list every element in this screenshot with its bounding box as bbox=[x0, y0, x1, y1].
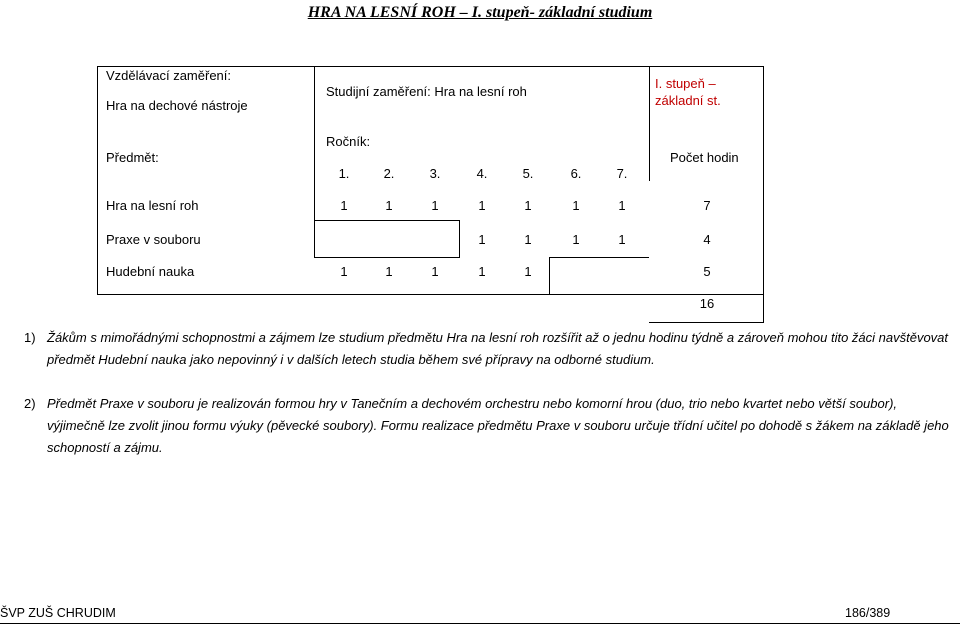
row-total: 4 bbox=[703, 232, 711, 247]
row-value: 1 bbox=[431, 198, 439, 213]
note-number: 2) bbox=[24, 396, 36, 411]
note-text: Předmět Praxe v souboru je realizován formou hry v Tanečním a dechovém orchestru nebo komorní hrou (duo, trio nebo kvartet nebo větší soubor), výjimečně lze zvolit jinou formu výuky (pěvecké soubory). Formu realizace předmětu Praxe v souboru určuje třídní učitel po dohodě s žákem na základě jeho schopností a zájmu. bbox=[47, 396, 949, 455]
pocet-hodin-label: Počet hodin bbox=[670, 150, 739, 165]
row-value: 1 bbox=[524, 198, 532, 213]
row-value: 1 bbox=[431, 264, 439, 279]
note-2 bbox=[24, 393, 949, 459]
row-total: 5 bbox=[703, 264, 711, 279]
row-value: 1 bbox=[478, 264, 486, 279]
row-value: 1 bbox=[340, 264, 348, 279]
stupen-line1: I. stupeň – bbox=[655, 76, 716, 91]
rocnik-label: Ročník: bbox=[326, 134, 371, 149]
row-value: 1 bbox=[618, 198, 626, 213]
vzdelavaci-label: Vzdělávací zaměření: bbox=[106, 68, 232, 83]
row-value: 1 bbox=[340, 198, 348, 213]
row-value: 1 bbox=[478, 232, 486, 247]
row-value: 1 bbox=[524, 264, 532, 279]
grand-total: 16 bbox=[699, 296, 715, 311]
row-total: 7 bbox=[703, 198, 711, 213]
note-text: Žákům s mimořádnými schopnostmi a zájmem lze studium předmětu Hra na lesní roh rozšířit až o jednu hodinu týdně a zároveň mohou tito žáci navštěvovat předmět Hudební nauka jako nepovinný i v dalších letech studia během své přípravy na odborné studium. bbox=[47, 330, 949, 367]
footer-rule bbox=[0, 623, 960, 624]
row-value: 1 bbox=[572, 232, 580, 247]
footer-left: ŠVP ZUŠ CHRUDIM bbox=[0, 606, 116, 620]
row-value: 1 bbox=[524, 232, 532, 247]
row-value: 1 bbox=[478, 198, 486, 213]
row-value: 1 bbox=[618, 232, 626, 247]
stupen-line2: základní st. bbox=[655, 93, 721, 108]
year-header: 3. bbox=[429, 166, 441, 181]
row-name: Hudební nauka bbox=[106, 264, 195, 279]
page-title: HRA NA LESNÍ ROH – I. stupeň- základní studium bbox=[307, 4, 653, 21]
vzdelavaci-value: Hra na dechové nástroje bbox=[106, 98, 248, 113]
row-name: Hra na lesní roh bbox=[106, 198, 199, 213]
row-value: 1 bbox=[385, 264, 393, 279]
year-header: 2. bbox=[383, 166, 395, 181]
note-number: 1) bbox=[24, 330, 36, 345]
year-header: 4. bbox=[476, 166, 488, 181]
note-1 bbox=[24, 327, 949, 371]
row-value: 1 bbox=[385, 198, 393, 213]
year-header: 7. bbox=[616, 166, 628, 181]
studijni-zamereni: Studijní zaměření: Hra na lesní roh bbox=[326, 84, 527, 99]
predmet-label: Předmět: bbox=[106, 150, 159, 165]
year-header: 1. bbox=[338, 166, 350, 181]
row-name: Praxe v souboru bbox=[106, 232, 201, 247]
row-value: 1 bbox=[572, 198, 580, 213]
year-header: 6. bbox=[570, 166, 582, 181]
footer-page-number: 186/389 bbox=[845, 606, 891, 620]
year-header: 5. bbox=[522, 166, 534, 181]
